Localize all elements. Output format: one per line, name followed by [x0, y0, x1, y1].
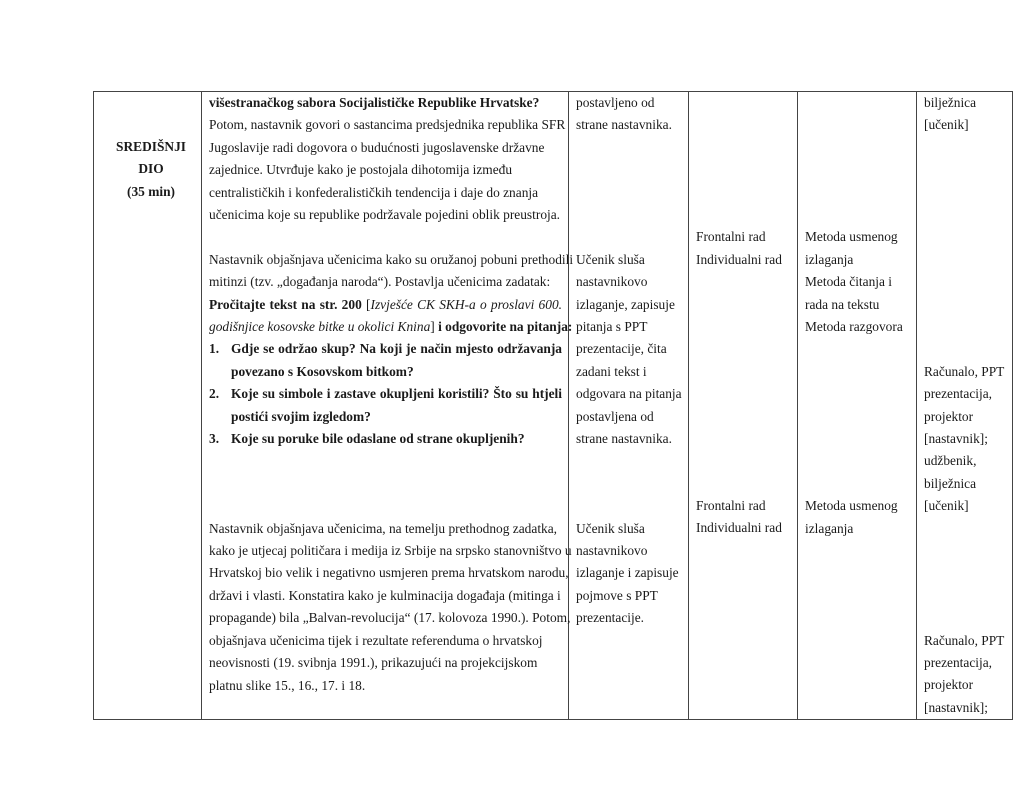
method: Metoda razgovora — [805, 318, 903, 334]
question-item — [209, 383, 562, 428]
student-activity-line: nastavnikovo — [576, 274, 648, 290]
resource-line: Računalo, PPT — [924, 632, 1005, 648]
content-line: Nastavnik objašnjava učenicima kako su oružanoj pobuni prethodili — [209, 251, 574, 267]
content-line: propagande) bila „Balvan-revolucija“ (17. kolovoza 1990.). Potom, — [209, 610, 571, 626]
student-activity-line: pitanja s PPT — [576, 318, 648, 334]
question-item — [209, 338, 562, 383]
student-activity-line: izlaganje i zapisuje — [576, 565, 679, 581]
work-form: Frontalni rad — [696, 229, 766, 245]
table-row — [94, 92, 1013, 720]
method: izlaganja — [805, 251, 854, 267]
content-line: centralističkih i konfederalističkih tendencija i daje do znanja — [209, 184, 539, 200]
work-forms-cell — [689, 92, 798, 720]
content-line: neovisnosti (19. svibnja 1991.), prikazujući na projekcijskom — [209, 655, 538, 671]
student-activity-line: zadani tekst i — [576, 363, 647, 379]
student-activity-line: Učenik sluša — [576, 251, 645, 267]
work-form: Individualni rad — [696, 251, 782, 267]
resource-line: prezentacija, — [924, 654, 993, 670]
content-block-2 — [209, 249, 574, 451]
resource-line: Računalo, PPT — [924, 363, 1005, 379]
content-line: Jugoslavije radi dogovora o budućnosti jugoslavenske državne — [209, 139, 545, 155]
content-line: zajednice. Utvrđuje kako je postojala dihotomija između — [209, 162, 513, 178]
student-activity-line: nastavnikovo — [576, 543, 648, 558]
resources-2 — [924, 361, 1012, 518]
student-activity-line: postavljeno od — [576, 95, 655, 110]
work-forms-3 — [696, 495, 797, 540]
method: Metoda usmenog — [805, 498, 898, 514]
content-line: objašnjava učenicima tijek i rezultate referenduma o hrvatskoj — [209, 632, 543, 648]
student-activity-line: strane nastavnika. — [576, 117, 672, 133]
resource-line: projektor — [924, 408, 974, 424]
resource-line: [učenik] — [924, 117, 969, 133]
question-number: 1. — [209, 341, 220, 357]
methods-2 — [805, 226, 916, 338]
method: izlaganja — [805, 520, 854, 536]
work-forms-2 — [696, 226, 797, 271]
lesson-plan-table — [93, 91, 1013, 720]
student-activity-3 — [576, 518, 688, 630]
resource-line: bilježnica — [924, 95, 977, 110]
content-block-1 — [209, 92, 568, 226]
phase-duration: (35 min) — [127, 183, 175, 199]
resources-cell — [917, 92, 1013, 720]
method: rada na tekstu — [805, 296, 880, 312]
content-line: Potom, nastavnik govori o sastancima predsjednika republika SFR — [209, 117, 566, 133]
resource-line: bilježnica — [924, 475, 977, 491]
resource-line: prezentacija, — [924, 386, 993, 402]
question-item — [209, 428, 562, 450]
question-text: Gdje se održao skup? Na koji je način mjesto održavanja — [231, 341, 562, 357]
methods-3 — [805, 495, 916, 540]
task-bold: i odgovorite na pitanja: — [434, 319, 573, 335]
work-form: Individualni rad — [696, 520, 782, 536]
content-block-3 — [209, 518, 572, 697]
content-line: Nastavnik objašnjava učenicima, na temelju prethodnog zadatka, — [209, 520, 558, 536]
resource-line: [nastavnik]; — [924, 430, 988, 446]
content-line: državi i vlasti. Konstatira kako je kulminacija događaja (mitinga i — [209, 587, 561, 603]
resource-line: udžbenik, — [924, 453, 977, 469]
task-source-title: godišnjice kosovske bitke u okolici Knina — [209, 319, 431, 335]
method: Metoda čitanja i — [805, 274, 893, 290]
phase-title: SREDIŠNJI — [116, 139, 186, 154]
bracket: ] — [430, 319, 435, 335]
student-activity-line: prezentacije, čita — [576, 341, 667, 357]
question-number: 2. — [209, 386, 220, 402]
question-text: Koje su poruke bile odaslane od strane okupljenih? — [231, 431, 525, 447]
content-line: kako je utjecaj političara i medija iz Srbije na srpsko stanovništvo u — [209, 543, 572, 559]
resource-line: projektor — [924, 677, 974, 693]
task-bold: Pročitajte tekst na str. 200 — [209, 296, 362, 312]
question-text: povezano s Kosovskom bitkom? — [231, 363, 414, 379]
resources-3 — [924, 630, 1012, 720]
resource-line: [učenik] — [924, 498, 969, 514]
student-activity-line: Učenik sluša — [576, 520, 645, 536]
method: Metoda usmenog — [805, 229, 898, 245]
work-form: Frontalni rad — [696, 498, 766, 514]
phase-title: DIO — [138, 161, 164, 177]
resources-1 — [924, 92, 1012, 137]
question-text: Koje su simbole i zastave okupljeni koristili? Što su htjeli — [231, 386, 562, 402]
student-activity-line: odgovara na pitanja — [576, 386, 682, 402]
phase-cell — [94, 92, 202, 720]
content-line: mitinzi (tzv. „događanja naroda“). Postavlja učenicima zadatak: — [209, 274, 551, 290]
student-activity-2 — [576, 249, 688, 451]
bracket: [ — [361, 296, 371, 312]
student-activity-line: strane nastavnika. — [576, 431, 672, 447]
content-line: platnu slike 15., 16., 17. i 18. — [209, 677, 366, 693]
content-line: višestranačkog sabora Socijalističke Republike Hrvatske? — [209, 95, 540, 110]
task-instruction — [209, 294, 562, 316]
content-line: učenicima koje su republike podržavale pojedini oblik preustroja. — [209, 207, 561, 223]
question-text: postići svojim izgledom? — [231, 408, 371, 424]
task-instruction — [209, 316, 573, 338]
question-number: 3. — [209, 431, 220, 447]
student-activity-cell — [569, 92, 689, 720]
student-activity-line: postavljena od — [576, 408, 654, 424]
student-activity-line: pojmove s PPT — [576, 587, 658, 603]
student-activity-line: izlaganje, zapisuje — [576, 296, 675, 312]
student-activity-line: prezentacije. — [576, 610, 645, 626]
methods-cell — [798, 92, 917, 720]
student-activity-1 — [576, 92, 688, 137]
resource-line: [nastavnik]; — [924, 699, 988, 715]
task-source-title: Izvješće CK SKH-a o proslavi 600. — [370, 296, 562, 312]
content-line: Hrvatskoj bio velik i negativno usmjeren prema hrvatskom narodu, — [209, 565, 569, 581]
content-cell — [202, 92, 574, 720]
